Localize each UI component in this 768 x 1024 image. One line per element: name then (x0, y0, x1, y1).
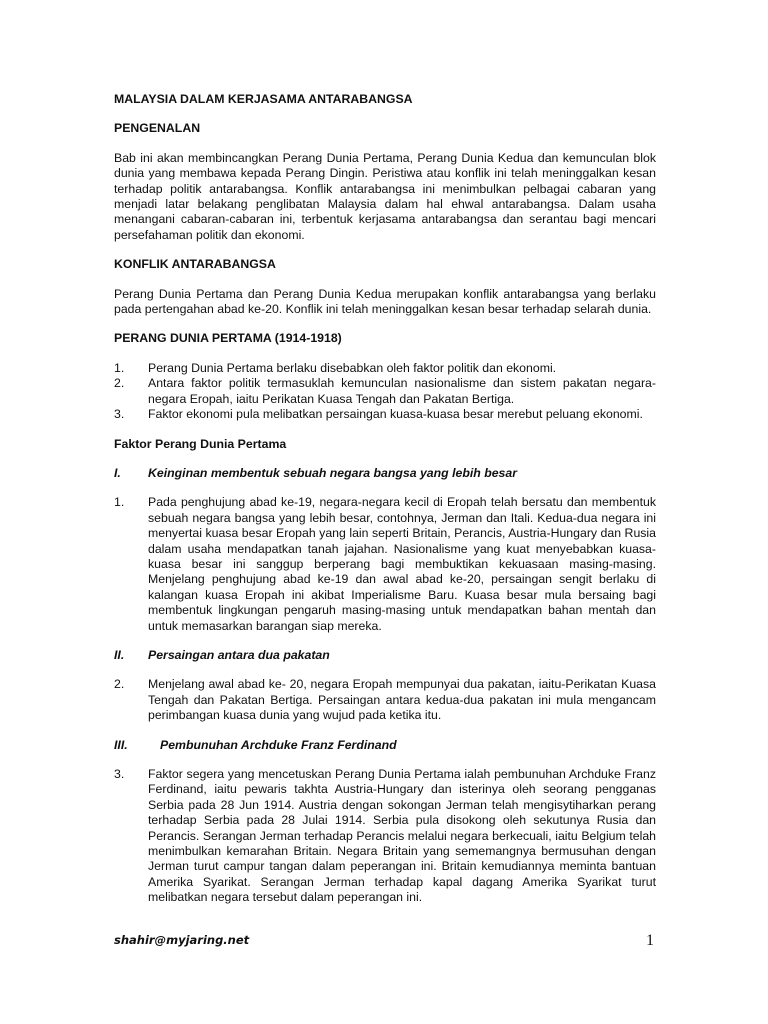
faktor-heading: Faktor Perang Dunia Pertama (114, 436, 287, 451)
konflik-heading: KONFLIK ANTARABANGSA (114, 257, 276, 272)
list-item (114, 376, 656, 407)
intro-heading: PENGENALAN (114, 121, 201, 136)
paragraph-number: 1. (114, 495, 125, 510)
footer-email: shahir@myjaring.net (114, 933, 250, 947)
section-roman: I. (114, 465, 121, 480)
list-item-number: 1. (114, 360, 125, 375)
section-roman: III. (114, 737, 128, 752)
paragraph-text: Faktor segera yang mencetuskan Perang Dunia Pertama ialah pembunuhan Archduke Franz Ferdinand, iaitu pewaris takhta Austria-Hungary dan isterinya oleh seorang pengganas Serbia pada 28 Jun 1914. Austria dengan sokongan Jerman telah mengisytiharkan perang terhadap Serbia pada 28 Julai 1914. Serbia pula disokong oleh sekutunya Rusia dan Perancis. Serangan Jerman terhadap Perancis melalui negara berkecuali, iaitu Belgium telah menimbulkan kemarahan Britain. Negara Britain yang sememangnya bermusuhan dengan Jerman turut campur tangan dalam peperangan ini. Britain kemudiannya meminta bantuan Amerika Syarikat. Serangan Jerman terhadap kapal dagang Amerika Syarikat turut melibatkan negara tersebut dalam peperangan ini. (148, 767, 656, 905)
document-page (114, 92, 656, 906)
section-paragraph (114, 677, 656, 723)
section-paragraph (114, 767, 656, 906)
paragraph-text: Pada penghujung abad ke-19, negara-negara kecil di Eropah telah bersatu dan membentuk sebuah negara bangsa yang lebih besar, contohnya, Jerman dan Itali. Kedua-dua negara ini menyertai kuasa besar Eropah yang lain seperti Britain, Perancis, Austria-Hungary dan Rusia dalam usaha mendapatkan tanah jajahan. Nasionalisme yang kuat menyebabkan kuasa-kuasa besar ini sanggup berperang bagi membuktikan kekuasaan masing-masing. Menjelang penghujung abad ke-19 dan awal abad ke-20, persaingan sengit berlaku di kalangan kuasa Eropah ini akibat Imperialisme Baru. Kuasa besar mula bersaing bagi membentuk lingkungan pengaruh masing-masing untuk mendapatkan bahan mentah dan untuk memasarkan barangan siap mereka. (148, 495, 656, 633)
section-heading (114, 648, 656, 663)
section-title: Persaingan antara dua pakatan (148, 647, 330, 662)
section-roman: II. (114, 647, 125, 662)
page-number: 1 (646, 932, 654, 949)
list-item-number: 2. (114, 376, 125, 391)
pdp-list (114, 361, 656, 423)
konflik-paragraph: Perang Dunia Pertama dan Perang Dunia Kedua merupakan konflik antarabangsa yang berlaku pada pertengahan abad ke-20. Konflik ini telah meninggalkan kesan besar terhadap selarah dunia. (114, 286, 656, 317)
section-heading (114, 738, 656, 753)
list-item-text: Faktor ekonomi pula melibatkan persaingan kuasa-kuasa besar merebut peluang ekonomi. (148, 407, 643, 422)
list-item-number: 3. (114, 407, 125, 422)
paragraph-number: 2. (114, 677, 125, 692)
intro-paragraph: Bab ini akan membincangkan Perang Dunia Pertama, Perang Dunia Kedua dan kemunculan blok dunia yang membawa kepada Perang Dingin. Peristiwa atau konflik ini telah meninggalkan kesan terhadap politik antarabangsa. Konflik antarabangsa ini menimbulkan pelbagai cabaran yang menjadi latar belakang penglibatan Malaysia dalam hal ehwal antarabangsa. Dalam usaha menangani cabaran-cabaran ini, terbentuk kerjasama antarabangsa dan serantau bagi mencari persefahaman politik dan ekonomi. (114, 150, 656, 242)
paragraph-number: 3. (114, 767, 125, 781)
document-title: MALAYSIA DALAM KERJASAMA ANTARABANGSA (114, 92, 413, 106)
paragraph-text: Menjelang awal abad ke- 20, negara Eropah mempunyai dua pakatan, iaitu-Perikatan Kuasa Tengah dan Pakatan Bertiga. Persaingan antara kedua-dua pakatan ini mula mengancam perimbangan kuasa dunia yang wujud pada ketika itu. (148, 677, 656, 723)
pdp-heading: PERANG DUNIA PERTAMA (1914-1918) (114, 331, 342, 346)
section-title: Pembunuhan Archduke Franz Ferdinand (160, 737, 397, 752)
list-item (114, 361, 656, 376)
section-paragraph (114, 495, 656, 634)
list-item-text: Antara faktor politik termasuklah kemunculan nasionalisme dan sistem pakatan negara-negara Eropah, iaitu Perikatan Kuasa Tengah dan Pakatan Bertiga. (148, 376, 656, 406)
section-title: Keinginan membentuk sebuah negara bangsa yang lebih besar (148, 465, 518, 480)
section-heading (114, 466, 656, 481)
list-item-text: Perang Dunia Pertama berlaku disebabkan oleh faktor politik dan ekonomi. (148, 360, 557, 375)
list-item (114, 407, 656, 422)
